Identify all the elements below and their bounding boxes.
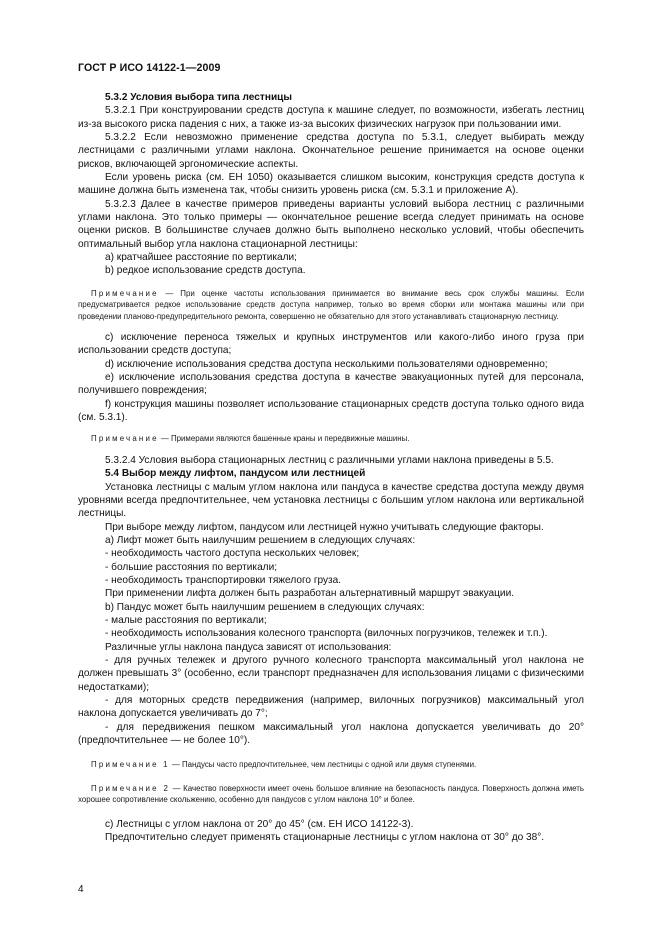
note-label: Примечание [91, 434, 159, 444]
list-item: - малые расстояния по вертикали; [105, 614, 267, 626]
note-text: — Примерами являются башенные краны и передвижные машины. [160, 434, 410, 444]
list-item: - для ручных тележек и другого ручного колесного транспорта максимальный угол наклона не должен превышать 3° (особенно, если транспорт предназначен для использования лицами с физическими недостатками); [78, 655, 584, 693]
list-item: a) кратчайшее расстояние по вертикали; [105, 252, 297, 264]
note-text: — Пандусы часто предпочтительнее, чем лестницы с одной или двумя ступенями. [171, 760, 477, 770]
list-item: c) Лестницы с углом наклона от 20° до 45° (см. ЕН ИСО 14122-3). [105, 818, 414, 830]
list-item: a) Лифт может быть наилучшим решением в следующих случаях: [105, 534, 416, 546]
note-text: — Качество поверхности имеет очень большое влияние на безопасность пандуса. Поверхность должна иметь хорошее сопротивление скольжению, особенно для пандусов с углом наклона 10° и более. [78, 783, 585, 805]
page-number: 4 [78, 884, 84, 895]
paragraph: 5.3.2.1 При конструировании средств доступа к машине следует, по возможности, избегать лестниц из-за высокого риска падения с них, а также из-за высоких физических нагрузок при пользовании ими. [78, 105, 584, 130]
list-item: - большие расстояния по вертикали; [105, 561, 278, 573]
list-item: - для моторных средств передвижения (например, вилочных погрузчиков) максимальный угол наклона допускается увеличивать до 7°; [78, 695, 584, 720]
paragraph: Различные углы наклона пандуса зависят от использования: [105, 641, 392, 653]
paragraph: Если уровень риска (см. ЕН 1050) оказывается слишком высоким, конструкция средств доступа к машине должна быть изменена так, чтобы снизить уровень риска (см. 5.3.1 и приложение А). [78, 172, 584, 197]
list-item: b) редкое использование средств доступа. [105, 265, 306, 277]
list-item: b) Пандус может быть наилучшим решением в следующих случаях: [105, 601, 425, 613]
list-item: - необходимость транспортировки тяжелого груза. [105, 574, 342, 586]
section-heading-5-3-2: 5.3.2 Условия выбора типа лестницы [105, 92, 292, 103]
paragraph: 5.3.2.4 Условия выбора стационарных лестниц с различными углами наклона приведены в 5.5. [105, 454, 554, 466]
list-item: d) исключение использования средства доступа несколькими пользователями одновременно; [105, 358, 548, 370]
section-heading-5-4: 5.4 Выбор между лифтом, пандусом или лестницей [105, 468, 366, 480]
list-item: c) исключение переноса тяжелых и крупных инструментов или какого-либо иного груза при использовании средств доступа; [78, 332, 584, 357]
note-text: — При оценке частоты использования принимается во внимание весь срок службы машины. Если предусматривается редкое использование средств доступа например, только во время сборки или монтажа машины или при проведении планово-предупредительного ремонта, совершенно не обязательно для этого устанавливать стационарную лестницу. [78, 288, 584, 321]
document-header: ГОСТ Р ИСО 14122-1—2009 [78, 62, 221, 74]
paragraph: 5.3.2.3 Далее в качестве примеров приведены варианты условий выбора лестниц с различными углами наклона. Это только примеры — окончательное решение всегда следует принимать на основе оценки рисков. В большинстве случаев должно быть выполнено несколько условий, чтобы обеспечить оптимальный выбор угла наклона стационарной лестницы: [78, 198, 584, 250]
list-item: - для передвижения пешком максимальный угол наклона допускается увеличивать до 20° (предпочтительнее — не более 10°). [78, 721, 584, 747]
note [78, 759, 584, 770]
paragraph: При выборе между лифтом, пандусом или лестницей нужно учитывать следующие факторы. [105, 521, 544, 533]
list-item: - необходимость использования колесного транспорта (вилочных погрузчиков, тележек и т.п.). [105, 628, 548, 640]
paragraph: Предпочтительно следует применять стационарные лестницы с углом наклона от 30° до 38°. [105, 831, 545, 843]
note-label: Примечание [91, 288, 159, 298]
list-item: f) конструкция машины позволяет использование стационарных средств доступа только одного вида (см. 5.3.1). [78, 398, 584, 424]
paragraph: Установка лестницы с малым углом наклона или пандуса в качестве средства доступа между двумя уровнями всегда предпочтительнее, чем установка лестницы с большим углом наклона или вертикальной лестницы. [78, 481, 584, 520]
page-body [78, 91, 584, 844]
list-item: - необходимость частого доступа нескольких человек; [105, 548, 360, 560]
paragraph: 5.3.2.2 Если невозможно применение средства доступа по 5.3.1, следует выбирать между лестницами с различными углами наклона. Окончательное решение принимается на основе оценки рисков, включающей эргономические аспекты. [78, 132, 584, 170]
list-item: e) исключение использования средства доступа в качестве эвакуационных путей для персонала, получившего повреждения; [78, 372, 584, 397]
note-label: Примечание 2 [91, 783, 171, 793]
paragraph: При применении лифта должен быть разработан альтернативный маршрут эвакуации. [105, 588, 515, 600]
note [78, 433, 584, 444]
note [78, 783, 584, 806]
note-label: Примечание 1 [91, 760, 170, 770]
note [78, 288, 584, 322]
